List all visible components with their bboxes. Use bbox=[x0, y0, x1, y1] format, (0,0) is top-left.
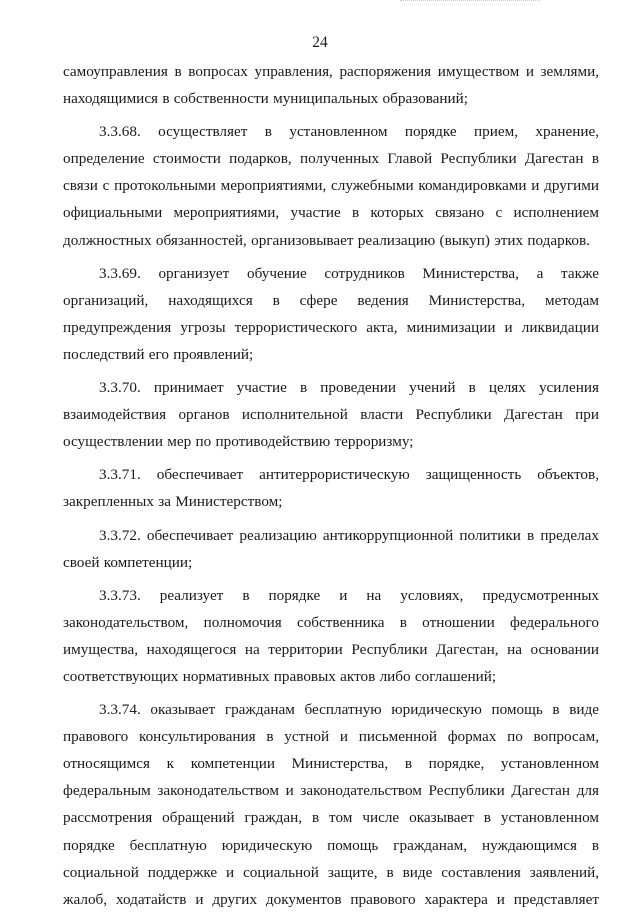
paragraph-3-3-69: 3.3.69. организует обучение сотрудников Министерства, а также организаций, находящихся в сфере ведения Министерства, методам предупреждения угрозы террористического акта, минимизации и ликвидации последствий его проявлений; bbox=[63, 264, 599, 363]
document-body bbox=[63, 58, 599, 919]
paragraph-3-3-74: 3.3.74. оказывает гражданам бесплатную юридическую помощь в виде правового консультирования в устной и письменной формах по вопросам, относящимся к компетенции Министерства, в порядке, установленном федеральным законодательством и законодательством Республики Дагестан для рассмотрения обращений граждан, в том числе оказывает в установленном порядке бесплатную юридическую помощь гражданам, нуждающимся в социальной поддержке и социальной защите, в виде составления заявлений, жалоб, ходатайств и других документов правового характера и представляет bbox=[63, 701, 599, 908]
page-number: 24 bbox=[312, 34, 328, 51]
paragraph-3-3-72: 3.3.72. обеспечивает реализацию антикоррупционной политики в пределах своей компетенции; bbox=[63, 526, 599, 571]
paragraph-continuation: самоуправления в вопросах управления, распоряжения имуществом и землями, находящимися в собственности муниципальных образований; bbox=[63, 63, 599, 108]
scan-edge-mark bbox=[400, 0, 540, 2]
paragraph-3-3-73: 3.3.73. реализует в порядке и на условиях, предусмотренных законодательством, полномочия собственника в отношении федерального имущества, находящегося на территории Республики Дагестан, на основании соответствующих нормативных правовых актов либо соглашений; bbox=[63, 586, 599, 685]
paragraph-3-3-71: 3.3.71. обеспечивает антитеррористическую защищенность объектов, закрепленных за Министерством; bbox=[63, 466, 599, 511]
paragraph-3-3-68: 3.3.68. осуществляет в установленном порядке прием, хранение, определение стоимости подарков, полученных Главой Республики Дагестан в связи с протокольными мероприятиями, служебными командировками и другими официальными мероприятиями, участие в которых связано с исполнением должностных обязанностей, организовывает реализацию (выкуп) этих подарков. bbox=[63, 123, 599, 249]
paragraph-3-3-70: 3.3.70. принимает участие в проведении учений в целях усиления взаимодействия органов исполнительной власти Республики Дагестан при осуществлении мер по противодействию терроризму; bbox=[63, 379, 599, 451]
